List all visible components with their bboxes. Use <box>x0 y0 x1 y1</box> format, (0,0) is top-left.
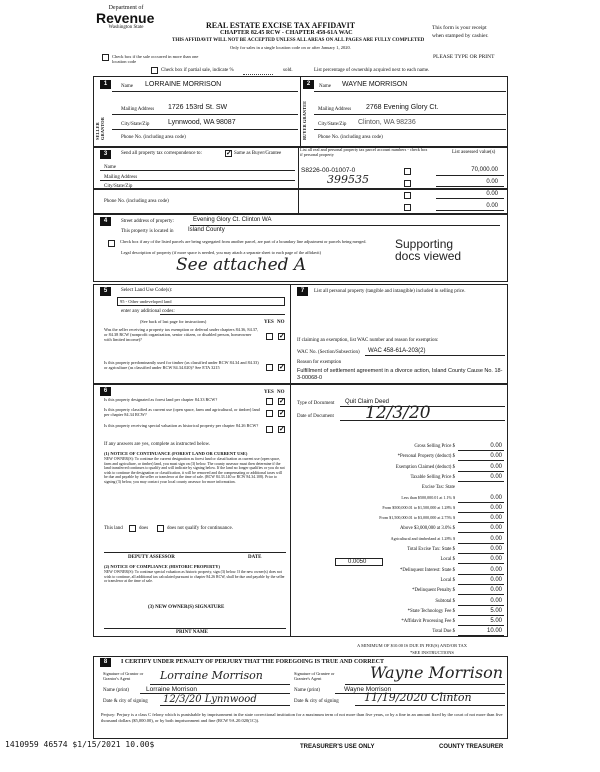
perjury-text: Perjury: Perjury is a class C felony which is punishable by imprisonment in the state correctional institution for a maximum term of not more than five years, or by a fine in an amount fixed by the court of not more than five thousand dollars ($5,000.00), or by both imprisonment and fine (RCW 9A.20.020(1C)). <box>101 712 503 723</box>
s6-q2-no[interactable] <box>278 410 285 417</box>
recording-stamp: 1410959 46574 $1/15/2021 10.00$ <box>5 740 155 749</box>
stamp-line1: Supporting <box>395 237 454 251</box>
section-4-badge: 4 <box>100 217 111 226</box>
notice1-title: (1) NOTICE OF CONTINUANCE (FOREST LAND OR CURRENT USE) <box>104 451 248 456</box>
notice1-body: NEW OWNER(S): To continue the current designation as forest land or classification as current use (open space, farm and agriculture, or timber) land, you must sign on (3) below. The county assessor must then determine if the land transferred continues to qualify and will indicate by signing below. If the land no longer qualifies or you do not wish to continue the designation or classification, it will be removed and the compensating or additional taxes will be due and payable by the seller or transferor at the time of sale. (RCW 84.33.140 or RCW 84.34.108). Prior to signing (3) below, you may contact your local county assessor for more information. <box>104 457 285 484</box>
buyer-city-value[interactable]: Clinton, WA 98236 <box>358 119 416 126</box>
tax-line-label: *Delinquent Penalty $ <box>412 588 455 594</box>
tax-line-rule <box>458 512 504 513</box>
local-rate-box[interactable] <box>335 558 383 566</box>
tax-line-label: *State Technology Fee $ <box>407 608 455 614</box>
tax-line-value[interactable]: 0.00 <box>490 463 502 470</box>
buyer-address-label: Mailing Address <box>318 107 352 112</box>
seller-phone-label: Phone No. (including area code) <box>121 135 186 140</box>
s6-q2-yes[interactable] <box>266 410 273 417</box>
section-5-badge: 5 <box>100 287 111 296</box>
grantor-date-value[interactable]: 12/3/20 Lynnwood <box>163 694 257 705</box>
dept-line1: Department of <box>108 5 144 11</box>
buyer-phone-label: Phone No. (including area code) <box>318 135 383 140</box>
buyer-city-label: City/State/Zip <box>318 122 347 127</box>
county-value[interactable]: Island County <box>188 227 225 233</box>
s6-no: NO <box>277 390 285 395</box>
section-6-badge: 6 <box>100 387 111 396</box>
grantor-name-value[interactable]: Lorraine Morrison <box>146 686 197 693</box>
tax-line-value[interactable]: 0.00 <box>490 473 502 480</box>
tax-line-label: *Affidavit Processing Fee $ <box>401 619 455 625</box>
doc-date-label: Date of Document <box>297 414 334 419</box>
tax-line-rule <box>458 502 504 503</box>
grantee-date-label: Date & city of signing <box>294 699 339 704</box>
section-7-badge: 7 <box>297 287 308 296</box>
s6-q1-yes[interactable] <box>266 398 273 405</box>
does-label: does <box>139 526 149 531</box>
personal-property-label: List all personal property (tangible and intangible) included in selling price. <box>314 289 466 294</box>
notice2-body: NEW OWNER(S): To continue special valuation as historic property, sign (3) below. If the new owner(s) does not wish to continue, all additional tax calculated pursuant to chapter 84.26 RCW, shall be due and payable by the seller or transferor at the time of sale. <box>104 570 285 584</box>
partial-sale-checkbox[interactable] <box>151 67 158 74</box>
tax-line-label: Gross Selling Price $ <box>414 444 455 449</box>
s3-address-label: Mailing Address <box>104 175 138 180</box>
grantee-signature[interactable]: Wayne Morrison <box>370 663 504 682</box>
tax-line-value[interactable]: 0.00 <box>490 504 502 511</box>
exemption-text: If claiming an exemption, list WAC number and reason for exemption: <box>297 338 439 343</box>
partial-sale-label: Check box if partial sale, indicate % <box>161 68 234 73</box>
deputy-date-label: DATE <box>248 555 262 560</box>
stamp-line2: docs viewed <box>395 249 462 263</box>
reason-value[interactable]: Fulfillment of settlement agreement in a divorce action, Island County Cause No. 18-3-00068-0 <box>297 368 503 381</box>
form-subtitle: CHAPTER 82.45 RCW - CHAPTER 458-61A WAC <box>220 30 353 36</box>
tax-line-value[interactable]: 5.00 <box>490 607 502 614</box>
county-treasurer-label: COUNTY TREASURER <box>439 744 504 750</box>
grantee-sig-label: Signature of Grantee or Grantee's Agent <box>294 671 335 681</box>
grantor-sig-label: Signature of Grantor or Grantor's Agent <box>103 671 144 681</box>
tax-line-rule <box>458 615 504 616</box>
form-title: REAL ESTATE EXCISE TAX AFFIDAVIT <box>206 21 356 30</box>
notice2-title: (2) NOTICE OF COMPLIANCE (HISTORIC PROPERTY) <box>104 564 220 569</box>
multi-location-label: Check box if the sale occurred in more than one location code <box>112 54 199 65</box>
tax-line-value[interactable]: 0.00 <box>490 576 502 583</box>
s6-yes: YES <box>264 390 274 395</box>
buyer-side-label: BUYER GRANTEE <box>302 100 307 140</box>
s5-no: NO <box>277 320 285 325</box>
tax-line-rule <box>458 594 504 595</box>
tax-line-rule <box>458 584 504 585</box>
partial-pct-line <box>243 74 273 75</box>
street-label: Street address of property: <box>121 219 174 224</box>
same-as-buyer-checkbox[interactable] <box>225 150 232 157</box>
same-as-buyer-label: Same as Buyer/Grantee <box>234 151 282 156</box>
section-8-badge: 8 <box>100 658 111 667</box>
s6-if-any: If any answers are yes, complete as instructed below. <box>104 442 211 447</box>
grantee-date-value[interactable]: 11/19/2020 Clinton <box>364 691 472 704</box>
personal-prop-checkbox-4[interactable] <box>404 204 411 211</box>
s3-name-label: Name <box>104 165 116 170</box>
min-note: A MINIMUM OF $10.00 IS DUE IN FEE(S) AND/OR TAX <box>357 643 468 648</box>
see-back-label: (See back of last page for instructions) <box>140 319 207 324</box>
does-not-checkbox[interactable] <box>157 525 164 532</box>
personal-prop-checkbox-2[interactable] <box>404 180 411 187</box>
s5-q2-no[interactable] <box>278 364 285 371</box>
tax-line-rule <box>458 481 504 482</box>
tax-line-value[interactable]: 10.00 <box>486 628 502 635</box>
tax-correspondence-label: Send all property tax correspondence to: <box>121 151 202 156</box>
grantor-name-label: Name (print) <box>103 688 129 693</box>
tax-line-rule <box>458 543 504 544</box>
seller-city-label: City/State/Zip <box>121 122 150 127</box>
tax-line-value[interactable]: 0.00 <box>490 443 502 449</box>
tax-line-label: Less than $500,000.01 at 1.1% $ <box>401 494 455 500</box>
s5-q1-no[interactable] <box>278 333 285 340</box>
tax-line-value[interactable]: 0.00 <box>490 566 502 573</box>
tax-line-label: From $1,500,000.01 to $3,000,000 at 2.75% $ <box>379 515 455 521</box>
tax-line-rule <box>458 563 504 564</box>
street-value[interactable]: Evening Glory Ct. Clinton WA <box>193 217 272 223</box>
multi-location-checkbox[interactable] <box>102 54 109 61</box>
buyer-name-label: Name <box>319 84 331 89</box>
segregated-label: Check box if any of the listed parcels are being segregated from another parcel, are part of a boundary line adjustment or parcels being merged. <box>120 239 367 244</box>
tax-line-label: Local $ <box>440 557 455 563</box>
buyer-name-value[interactable]: WAYNE MORRISON <box>342 81 408 88</box>
s6-q1: Is this property designated as forest land per chapter 84.33 RCW? <box>104 397 218 402</box>
assessed-value-1[interactable]: 70,000.00 <box>471 167 498 173</box>
land-use-label: Select Land Use Code(s): <box>121 288 173 293</box>
reason-label: Reason for exemption <box>297 360 342 365</box>
segregated-checkbox[interactable] <box>108 240 115 247</box>
ownership-note: List percentage of ownership acquired next to each name. <box>314 68 430 73</box>
tax-line-label: Excise Tax: State <box>421 485 455 491</box>
tax-line-rule <box>458 625 504 626</box>
assessed-value-2[interactable]: 0.00 <box>486 179 498 185</box>
deputy-assessor-label: DEPUTY ASSESSOR <box>128 555 175 560</box>
sold-label: sold. <box>283 68 293 73</box>
print-name-label: PRINT NAME <box>176 630 208 635</box>
s3-phone-label: Phone No. (including area code) <box>104 199 169 204</box>
dor-logo <box>96 5 156 31</box>
tax-line-value[interactable]: 0.00 <box>490 597 502 604</box>
tax-line-value[interactable]: 0.00 <box>490 525 502 532</box>
grantee-name-value[interactable]: Wayne Morrison <box>344 686 392 693</box>
doc-date-value[interactable]: 12/3/20 <box>365 403 431 423</box>
assessed-header: List assessed value(s) <box>452 150 496 155</box>
tax-line-rule <box>458 574 504 575</box>
seller-address-label: Mailing Address <box>121 107 155 112</box>
land-use-select[interactable] <box>117 297 285 306</box>
tax-line-label: Agricultural and timberland at 1.28% $ <box>390 535 455 541</box>
tax-line-value[interactable]: 0.00 <box>490 515 502 522</box>
section-3-badge: 3 <box>100 150 111 159</box>
tax-line-label: Subtotal $ <box>435 598 455 604</box>
grantor-date-label: Date & city of signing <box>103 699 148 704</box>
seller-name-label: Name <box>121 84 133 89</box>
tax-line-label: Above $3,000,000 at 3.0% $ <box>399 526 455 532</box>
s5-q2-yes[interactable] <box>266 364 273 371</box>
s5-q1-yes[interactable] <box>266 333 273 340</box>
supporting-docs-stamp <box>395 238 461 263</box>
s6-q3: Is this property receiving special valuation as historical property per chapter 84.26 RCW? <box>104 423 259 428</box>
new-owner-sig-label: (3) NEW OWNER(S) SIGNATURE <box>148 605 225 610</box>
tax-line-label: Taxable Selling Price $ <box>410 474 455 480</box>
tax-line-value[interactable]: 0.00 <box>490 546 502 552</box>
section-2-badge: 2 <box>303 80 314 89</box>
print-note: PLEASE TYPE OR PRINT <box>433 54 495 60</box>
doc-type-value[interactable]: Quit Claim Deed <box>345 399 390 405</box>
tax-line-value[interactable]: 0.00 <box>490 587 502 594</box>
local-rate-value: 0.0050 <box>348 559 367 565</box>
parcel-1-value[interactable]: S8226-00-01007-0 <box>301 167 356 174</box>
see-instructions: *SEE INSTRUCTIONS <box>410 650 454 655</box>
s3-city-label: City/State/Zip <box>104 184 133 189</box>
doc-type-label: Type of Document <box>297 401 335 406</box>
this-land-label: This land <box>104 526 123 531</box>
section-1-badge: 1 <box>100 80 111 89</box>
tax-line-rule <box>458 522 504 523</box>
seller-side-label: SELLER GRANTOR <box>95 117 106 140</box>
tax-line-value[interactable]: 5.00 <box>490 618 502 625</box>
seller-name-value[interactable]: LORRAINE MORRISON <box>145 81 222 88</box>
tax-line-rule <box>458 460 504 461</box>
tax-line-rule <box>458 532 504 533</box>
located-label: This property is located in <box>121 229 174 234</box>
form-warning: THIS AFFIDAVIT WILL NOT BE ACCEPTED UNLESS ALL AREAS ON ALL PAGES ARE FULLY COMPLETED <box>172 38 425 43</box>
tax-line-rule <box>458 605 504 606</box>
legal-desc-value[interactable]: See attached A <box>176 255 307 275</box>
treasurer-use-label: TREASURER'S USE ONLY <box>300 744 375 750</box>
certify-statement: I CERTIFY UNDER PENALTY OF PERJURY THAT THE FOREGOING IS TRUE AND CORRECT <box>121 659 384 665</box>
grantee-name-label: Name (print) <box>294 688 320 693</box>
s5-q2: Is this property predominantly used for timber (as classified under RCW 84.34 and 84.33) or agriculture (as classified under RCW 84.34.020)? See ETA 3215 <box>104 360 259 370</box>
seller-city-value[interactable]: Lynnwood, WA 98087 <box>168 119 236 126</box>
dept-line3: Washington State <box>108 24 144 30</box>
assessed-value-3[interactable]: 0.00 <box>486 191 498 197</box>
tax-line-value[interactable]: 0.00 <box>490 556 502 563</box>
tax-line-rule <box>458 471 504 472</box>
tax-line-label: Exemption Claimed (deduct) $ <box>395 464 455 470</box>
s6-q3-no[interactable] <box>278 426 285 433</box>
assessed-value-4[interactable]: 0.00 <box>486 203 498 209</box>
tax-line-rule <box>458 450 504 451</box>
tax-line-rule <box>458 553 504 554</box>
dept-line2: Revenue <box>96 9 155 26</box>
s6-q3-yes[interactable] <box>266 426 273 433</box>
personal-prop-checkbox-3[interactable] <box>404 192 411 199</box>
wac-label: WAC No. (Section/Subsection) <box>297 350 360 355</box>
tax-line-label: Total Excise Tax: State $ <box>407 547 455 552</box>
receipt-note1: This form is your receipt <box>432 25 487 31</box>
tax-line-value[interactable]: 0.00 <box>490 535 502 542</box>
tax-line-label: *Delinquent Interest: State $ <box>399 567 455 573</box>
does-checkbox[interactable] <box>129 525 136 532</box>
s6-q2: Is this property classified as current use (open space, farm and agricultural, or timber) land per chapter 84.34 RCW? <box>104 407 260 417</box>
handwritten-parcel: 399535 <box>327 173 369 186</box>
s6-q1-no[interactable] <box>278 398 285 405</box>
personal-prop-checkbox-1[interactable] <box>404 168 411 175</box>
form-warning2: Only for sales in a single location code on or after January 1, 2020. <box>230 45 351 50</box>
tax-line-label: Local $ <box>440 577 455 583</box>
receipt-note2: when stamped by cashier. <box>432 33 489 39</box>
tax-line-label: Total Due $ <box>432 629 455 635</box>
land-use-value: 95 - Other undeveloped land <box>120 299 172 304</box>
seller-address-value[interactable]: 1726 153rd St. SW <box>168 104 228 111</box>
not-qualify-label: does not qualify for continuance. <box>167 526 233 531</box>
buyer-address-value[interactable]: 2768 Evening Glory Ct. <box>366 104 439 111</box>
grantor-signature[interactable]: Lorraine Morrison <box>160 669 263 682</box>
wac-value[interactable]: WAC 458-61A-203(2) <box>368 348 426 354</box>
s5-q1: Was the seller receiving a property tax exemption or deferral under chapters 84.36, 84.37, or 84.38 RCW (nonprofit organization, senior citizen, or disabled person, homeowner with limited income)? <box>104 327 259 342</box>
tax-line-rule <box>458 635 504 636</box>
tax-line-value[interactable]: 0.00 <box>490 453 502 460</box>
tax-line-label: *Personal Property (deduct) $ <box>397 454 455 460</box>
parcel-header: List all real and personal property tax parcel account numbers - check box if personal property <box>300 147 428 157</box>
s5-yes: YES <box>264 320 274 325</box>
tax-line-label: From $500,000.01 to $1,500,000 at 1.28% $ <box>382 504 455 510</box>
additional-codes-label: enter any additional codes: <box>121 309 175 314</box>
legal-desc-label: Legal description of property (if more space is needed, you may attach a separate sheet to each page of the affidavit) <box>121 250 321 255</box>
tax-line-value[interactable]: 0.00 <box>490 494 502 501</box>
